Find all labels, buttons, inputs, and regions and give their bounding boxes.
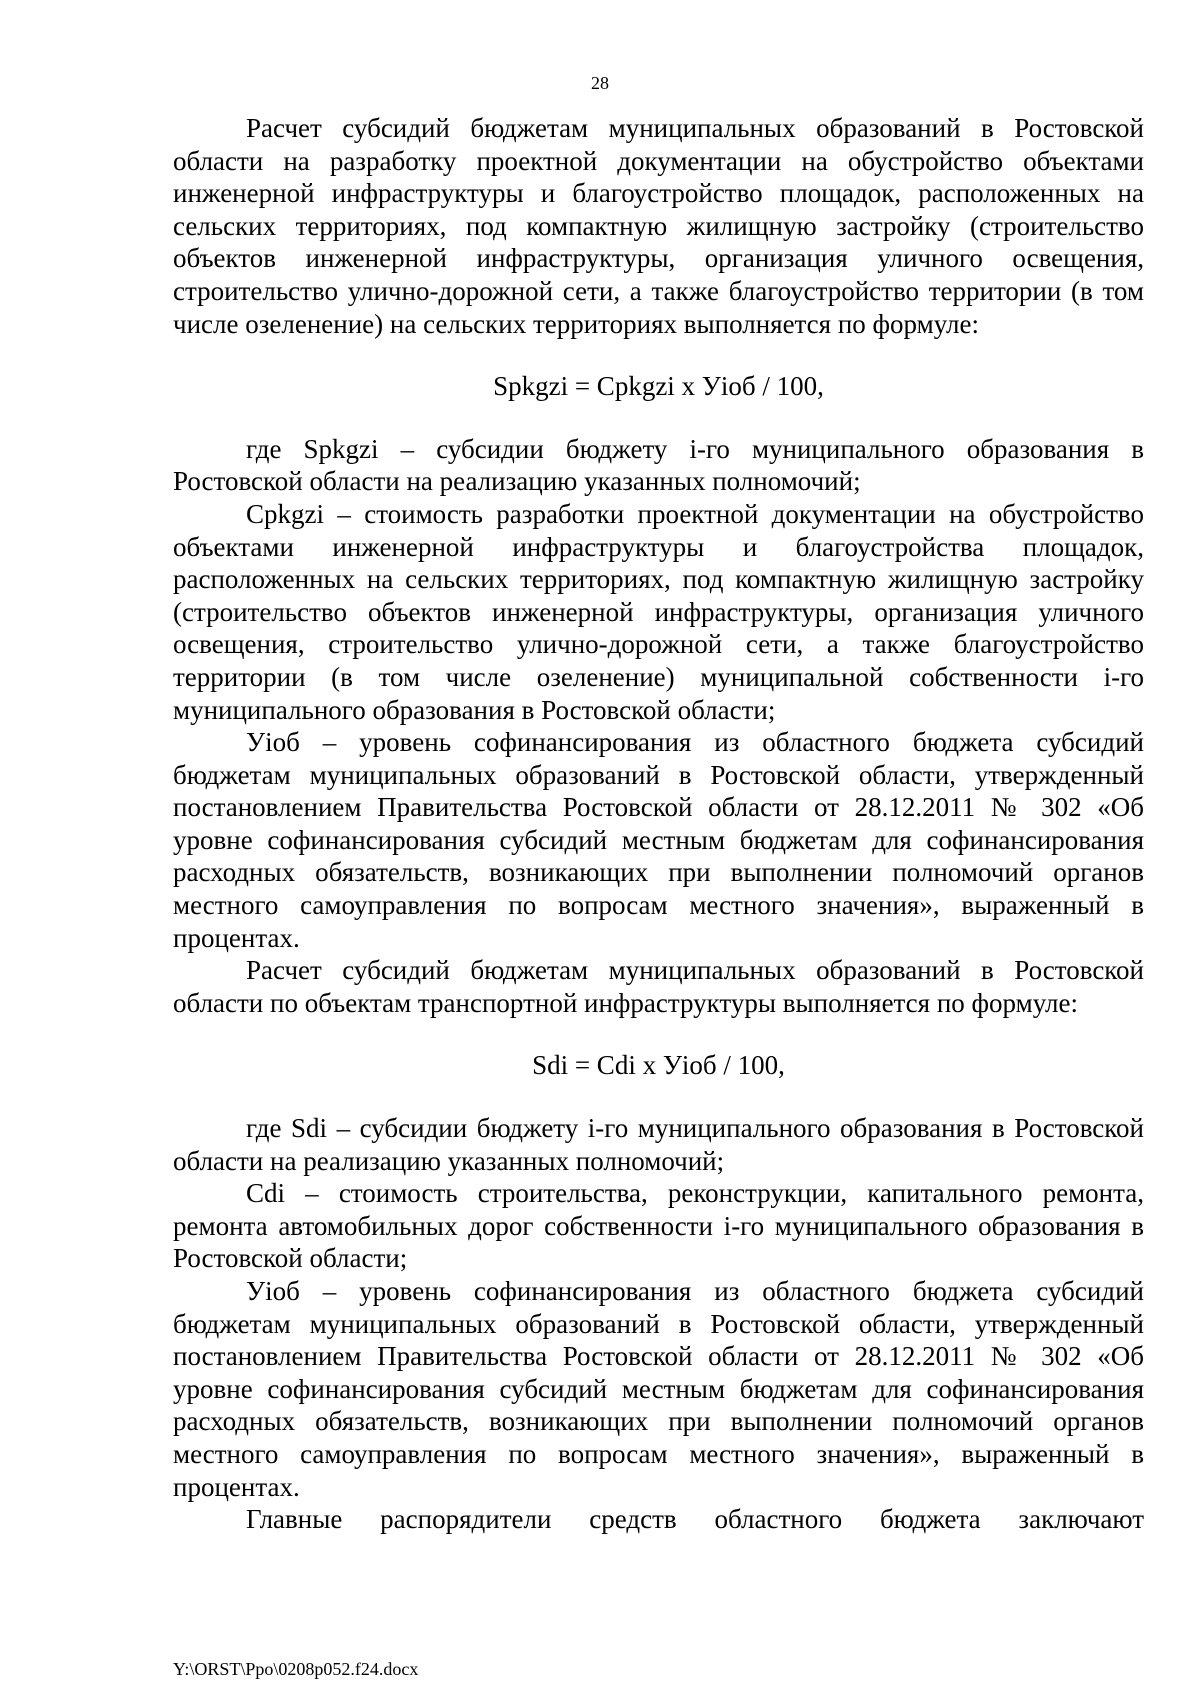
paragraph-transport-calc-intro: Расчет субсидий бюджетам муниципальных образований в Ростовской области по объектам транспортной инфраструктуры выполняется по формуле:	[173, 955, 1144, 1018]
paragraph-sdi-definition: где Sdi – субсидии бюджету i-го муниципального образования в Ростовской области на реализацию указанных полномочий;	[173, 1113, 1144, 1176]
file-path-footer: Y:\ORST\Ppo\0208p052.f24.docx	[173, 1659, 419, 1679]
paragraph-yiob-definition: Уioб – уровень софинансирования из областного бюджета субсидий бюджетам муниципальных образований в Ростовской области, утвержденный постановлением Правительства Ростовской области от 28.12.2011 № 302 «Об уровне софинансирования субсидий местным бюджетам для софинансирования расходных обязательств, возникающих при выполнении полномочий органов местного самоуправления по вопросам местного значения», выраженный в процентах.	[173, 727, 1144, 953]
formula-spkgzi: Spkgzi = Cpkgzi x Уioб / 100,	[493, 371, 824, 402]
page-number: 28	[591, 73, 609, 93]
paragraph-spkgzi-definition: где Spkgzi – субсидии бюджету i-го муниципального образования в Ростовской области на реализацию указанных полномочий;	[173, 433, 1144, 497]
paragraph-subsidy-calc-intro: Расчет субсидий бюджетам муниципальных образований в Ростовской области на разработку проектной документации на обустройство объектами инженерной инфраструктуры и благоустройство площадок, расположенных на сельских территориях, под компактную жилищную застройку (строительство объектов инженерной инфраструктуры, организация уличного освещения, строительство улично-дорожной сети, а также благоустройство территории (в том числе озеленение) на сельских территориях выполняется по формуле:	[173, 113, 1144, 339]
paragraph-main-managers: Главные распорядители средств областного бюджета заключают	[246, 1504, 1144, 1535]
paragraph-cpkgzi-definition: Cpkgzi – стоимость разработки проектной документации на обустройство объектами инженерной инфраструктуры и благоустройства площадок, расположенных на сельских территориях, под компактную жилищную застройку (строительство объектов инженерной инфраструктуры, организация уличного освещения, строительство улично-дорожной сети, а также благоустройство территории (в том числе озеленение) муниципальной собственности i-го муниципального образования в Ростовской области;	[173, 498, 1144, 725]
formula-sdi: Sdi = Cdi x Уioб / 100,	[532, 1050, 785, 1081]
paragraph-cdi-definition: Cdi – стоимость строительства, реконструкции, капитального ремонта, ремонта автомобильных дорог собственности i-го муниципального образования в Ростовской области;	[173, 1178, 1144, 1274]
paragraph-yiob-definition-2: Уioб – уровень софинансирования из областного бюджета субсидий бюджетам муниципальных образований в Ростовской области, утвержденный постановлением Правительства Ростовской области от 28.12.2011 № 302 «Об уровне софинансирования субсидий местным бюджетам для софинансирования расходных обязательств, возникающих при выполнении полномочий органов местного самоуправления по вопросам местного значения», выраженный в процентах.	[173, 1276, 1144, 1502]
document-body	[173, 112, 1144, 1536]
